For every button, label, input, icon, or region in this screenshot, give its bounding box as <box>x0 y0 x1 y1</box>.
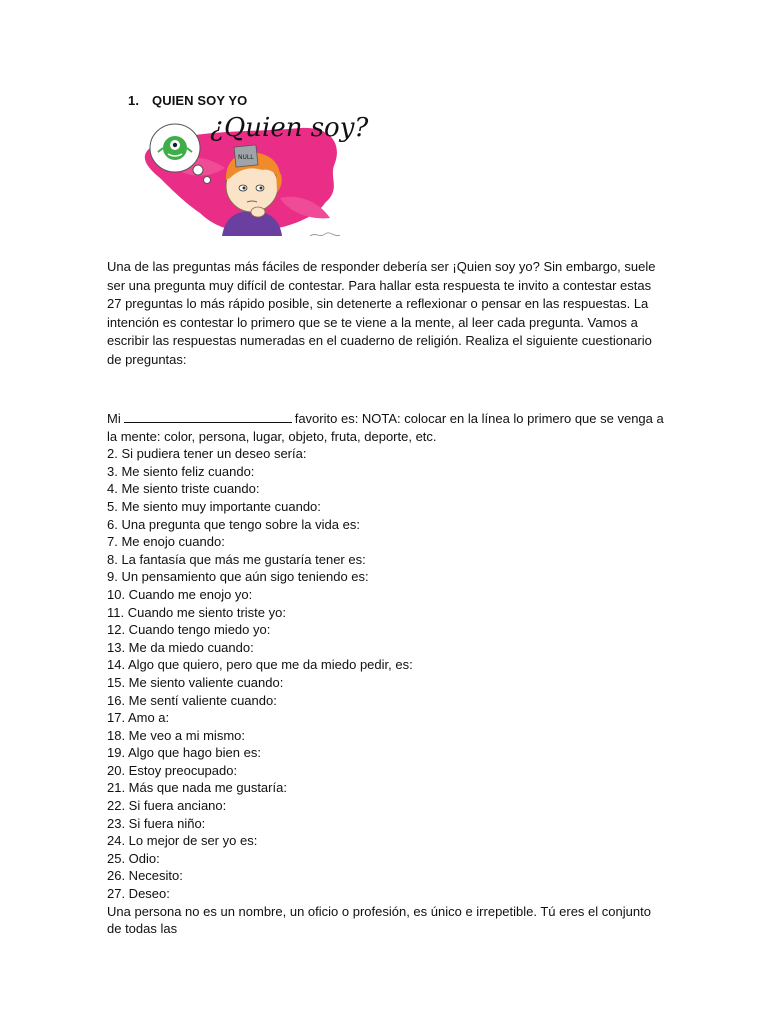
question-1-suffix: favorito es: NOTA: colocar en la línea lo primero que se venga a la mente: color, persona, lugar, objeto, fruta, deporte, etc. <box>107 411 664 444</box>
question-1 <box>107 410 667 445</box>
closing-paragraph: Una persona no es un nombre, un oficio o profesión, es único e irrepetible. Tú eres el conjunto de todas las <box>107 903 651 937</box>
question-item: 16. Me sentí valiente cuando: <box>107 692 277 708</box>
question-item: 2. Si pudiera tener un deseo sería: <box>107 446 307 462</box>
question-item: 6. Una pregunta que tengo sobre la vida es: <box>107 516 360 532</box>
question-item: 3. Me siento feliz cuando: <box>107 463 255 479</box>
question-item: 11. Cuando me siento triste yo: <box>107 604 286 620</box>
question-item: 22. Si fuera anciano: <box>107 798 227 814</box>
heading-title: QUIEN SOY YO <box>152 93 248 108</box>
heading-number: 1. <box>128 93 140 108</box>
question-item: 9. Un pensamiento que aún sigo teniendo es: <box>107 569 369 585</box>
question-item: 10. Cuando me enojo yo: <box>107 586 253 602</box>
question-item: 23. Si fuera niño: <box>107 815 206 831</box>
question-item: 21. Más que nada me gustaría: <box>107 780 287 796</box>
intro-text: Una de las preguntas más fáciles de responder debería ser ¡Quien soy yo? Sin embargo, suele ser una pregunta muy difícil de contestar. Para hallar esta respuesta te invito a contestar estas 27 preguntas lo más rápido posible, sin detenerte a reflexionar o pensar en las respuestas. La intención es contestar lo primero que se te viene a la mente, al leer cada pregunta. Vamos a escribir las respuestas numeradas en el cuaderno de religión. Realiza el siguiente cuestionario de preguntas: <box>107 259 656 367</box>
question-item: 27. Deseo: <box>107 886 170 902</box>
quien-soy-illustration <box>130 108 369 248</box>
question-item: 12. Cuando tengo miedo yo: <box>107 622 271 638</box>
question-item: 20. Estoy preocupado: <box>107 762 238 778</box>
question-item: 15. Me siento valiente cuando: <box>107 674 284 690</box>
question-item: 19. Algo que hago bien es: <box>107 745 261 761</box>
question-item: 17. Amo a: <box>107 710 170 726</box>
question-item: 4. Me siento triste cuando: <box>107 481 260 497</box>
question-item: 24. Lo mejor de ser yo es: <box>107 833 258 849</box>
question-item: 26. Necesito: <box>107 868 183 884</box>
intro-paragraph <box>107 258 662 369</box>
questionnaire <box>107 410 667 938</box>
head-sign-text: NULL <box>238 154 254 161</box>
question-1-prefix: Mi <box>107 411 121 426</box>
question-item: 5. Me siento muy importante cuando: <box>107 498 321 514</box>
question-item: 14. Algo que quiero, pero que me da miedo pedir, es: <box>107 657 413 673</box>
question-item: 8. La fantasía que más me gustaría tener es: <box>107 551 366 567</box>
artist-signature <box>310 233 340 236</box>
question-item: 7. Me enojo cuando: <box>107 534 225 550</box>
question-item: 25. Odio: <box>107 850 160 866</box>
illustration-title: ¿Quien soy? <box>210 113 369 143</box>
question-item: 18. Me veo a mi mismo: <box>107 727 245 743</box>
answer-blank <box>124 410 292 423</box>
section-heading <box>128 93 247 108</box>
question-item: 13. Me da miedo cuando: <box>107 639 254 655</box>
